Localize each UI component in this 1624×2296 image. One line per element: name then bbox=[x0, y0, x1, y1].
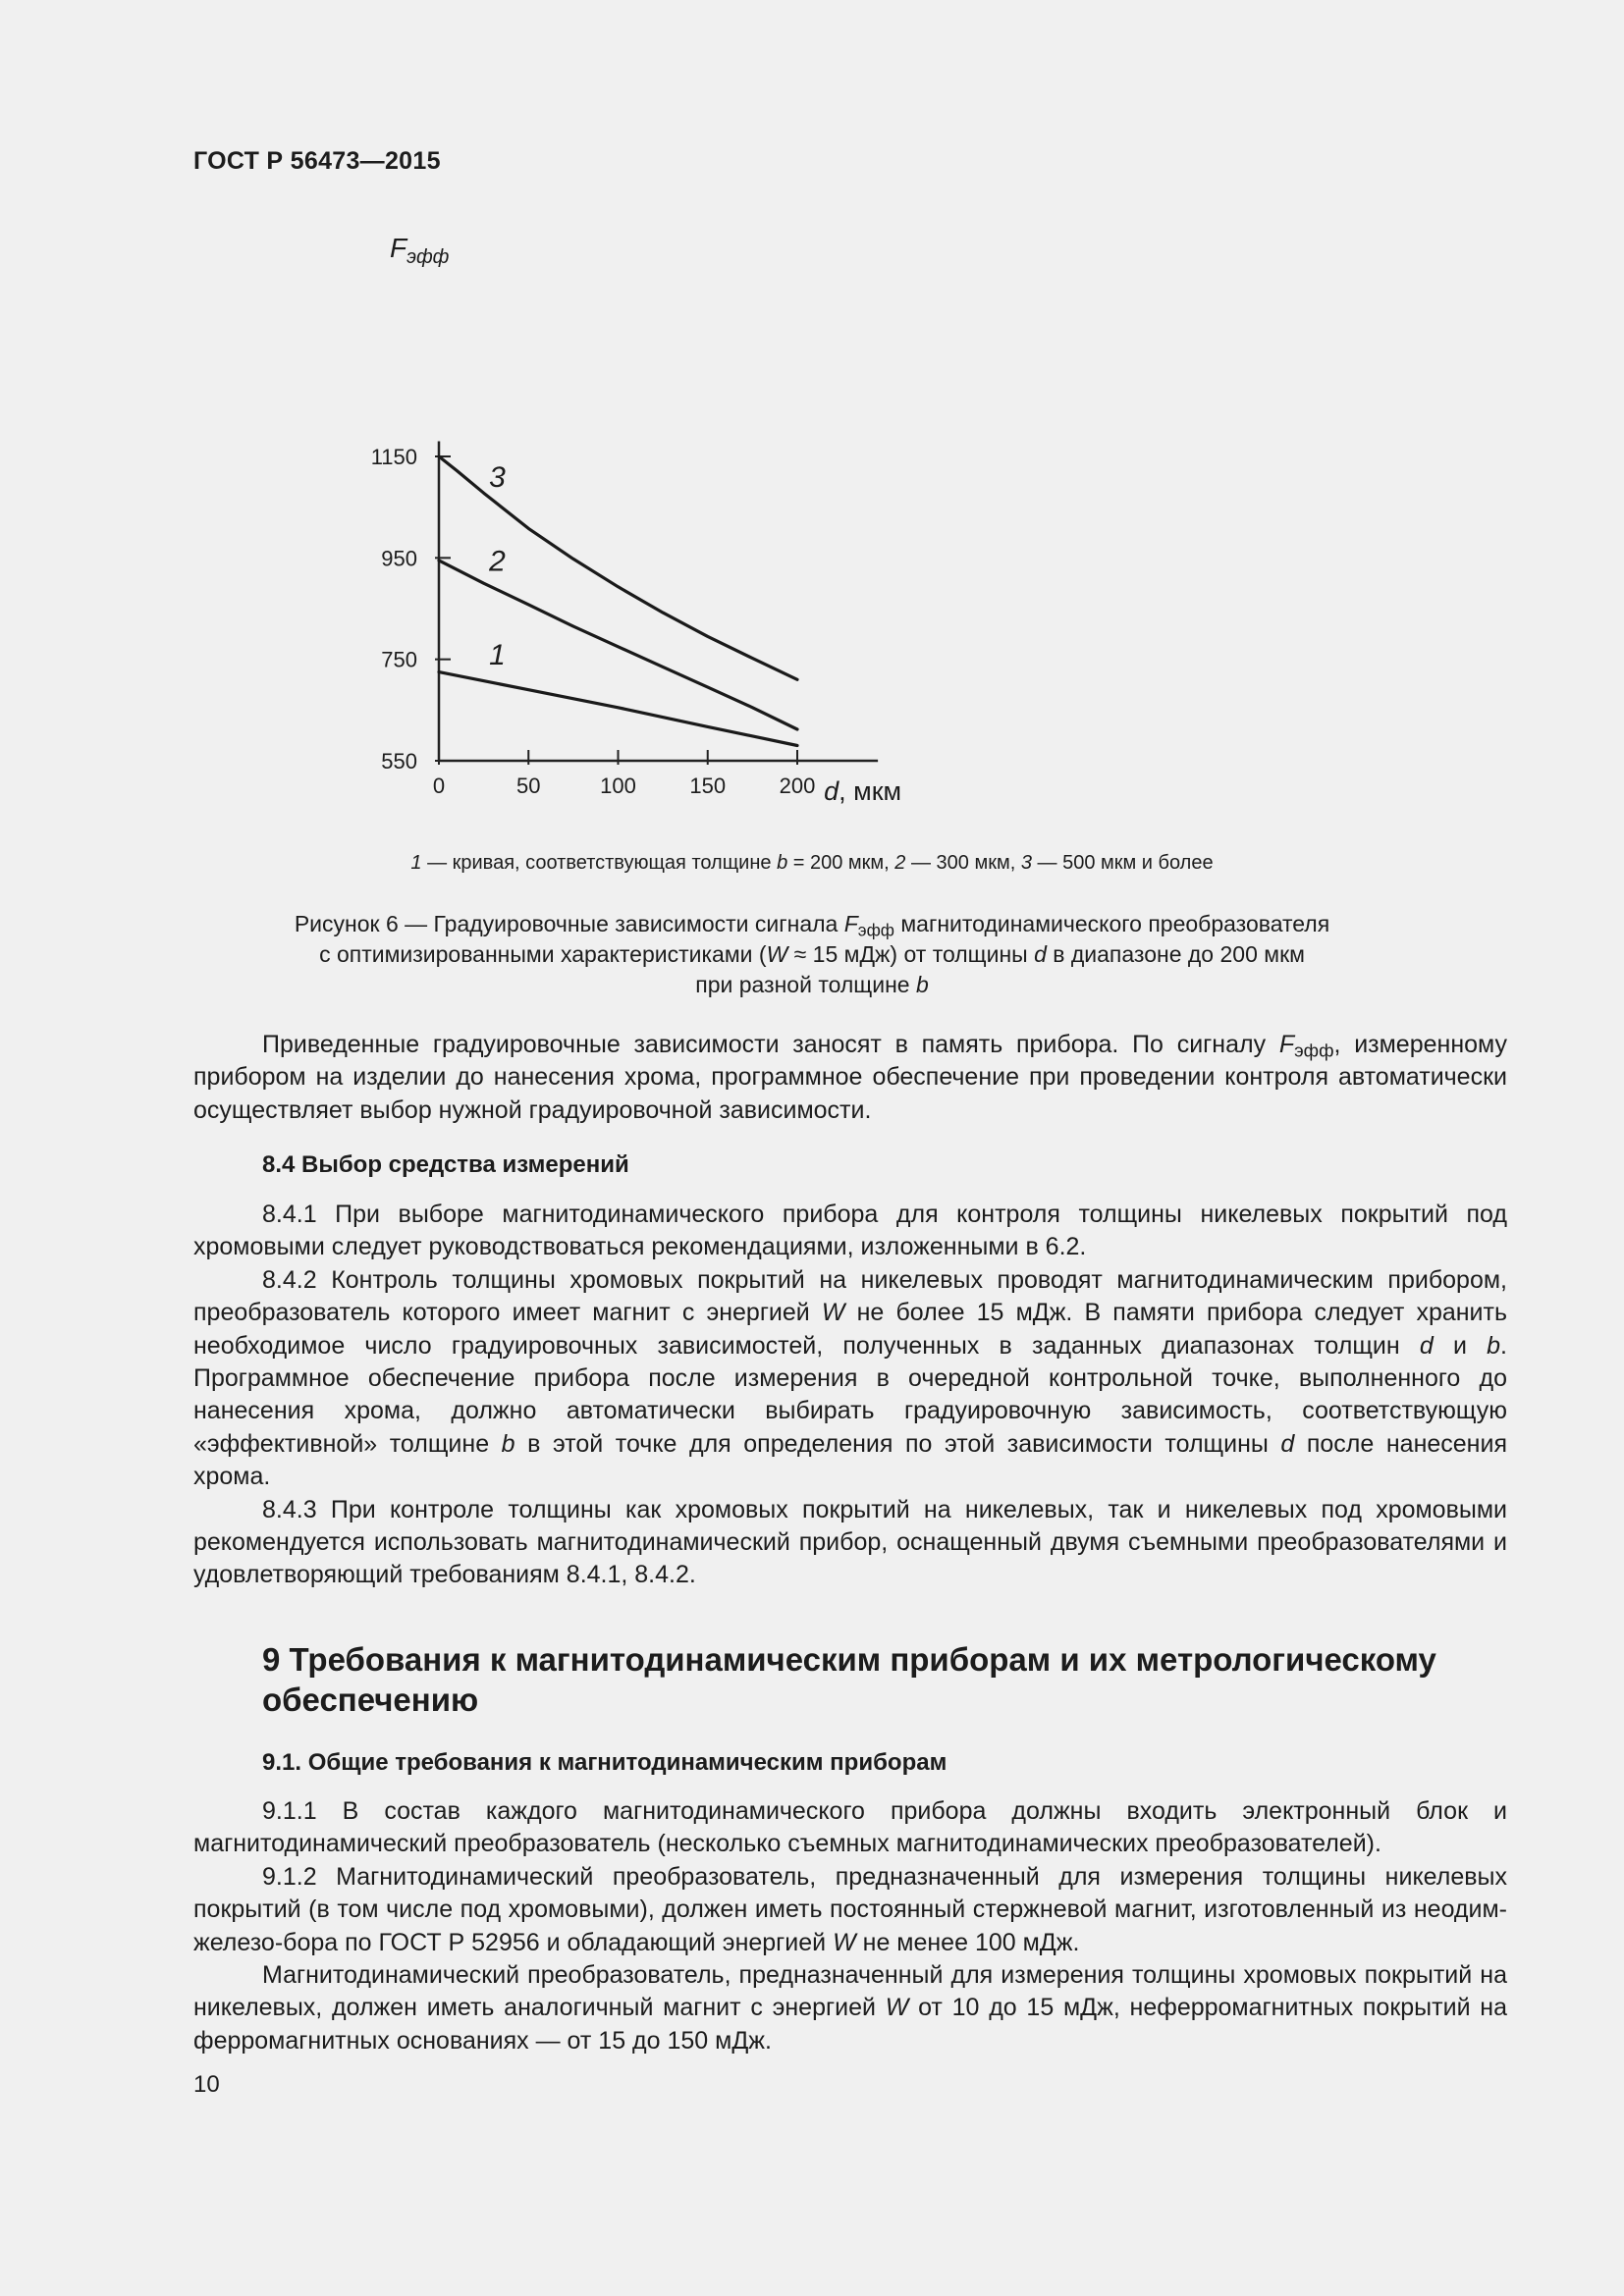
caption-line-2: с оптимизированными характеристиками (W ≈ 15 мДж) от толщины d в диапазоне до 200 мкм bbox=[319, 941, 1305, 967]
figure-caption bbox=[0, 909, 1624, 1000]
page-number: 10 bbox=[193, 2071, 220, 2098]
paragraph-8-4-1: 8.4.1 При выборе магнитодинамического прибора для контроля толщины никелевых покрытий под хромовыми следует руководствоваться рекомендациями, изложенными в 6.2. bbox=[193, 1201, 1507, 1261]
chart-labels bbox=[371, 233, 901, 806]
series-label-1: 1 bbox=[489, 638, 506, 671]
intro-paragraph: Приведенные градуировочные зависимости заносят в память прибора. По сигналу $F_{эфф}$, измеренному прибором на изделии до нанесения хрома, программное обеспечение при проведении контроля автоматически осуществляет выбор нужной градуировочной зависимости. bbox=[193, 1031, 1508, 1124]
x-tick-label: 50 bbox=[516, 774, 541, 798]
section-8-4-heading: 8.4 Выбор средства измерений bbox=[262, 1151, 629, 1178]
caption-line-3: при разной толщине b bbox=[695, 972, 929, 997]
y-tick-label: 950 bbox=[381, 546, 417, 571]
caption-line-1: Рисунок 6 — Градуировочные зависимости сигнала $F_{эфф}$ магнитодинамического преобразователя bbox=[294, 911, 1330, 940]
series-label-3: 3 bbox=[489, 461, 506, 494]
series-line-1 bbox=[439, 672, 797, 746]
paragraph-9-1-2: 9.1.2 Магнитодинамический преобразователь, предназначенный для измерения толщины никелевых покрытий (в том числе под хромовыми), должен иметь постоянный стержневой магнит, изготовленный из неодим-железо-бора по ГОСТ Р 52956 и обладающий энергией W не менее 100 мДж. bbox=[193, 1862, 1507, 1956]
calibration-chart bbox=[334, 226, 1365, 834]
x-tick-label: 0 bbox=[432, 774, 446, 798]
chart-series bbox=[439, 456, 797, 746]
x-tick-label: 100 bbox=[600, 774, 636, 798]
x-tick-label: 200 bbox=[779, 774, 816, 798]
section-8-4-body bbox=[193, 1199, 1507, 1592]
paragraph-9-1-1: 9.1.1 В состав каждого магнитодинамического прибора должны входить электронный блок и магнитодинамический преобразователь (несколько съемных магнитодинамических преобразователей). bbox=[193, 1797, 1507, 1858]
document-code: ГОСТ Р 56473—2015 bbox=[193, 147, 441, 175]
chart-ticks bbox=[435, 456, 797, 765]
series-label-2: 2 bbox=[489, 545, 506, 578]
paragraph-8-4-3: 8.4.3 При контроле толщины как хромовых покрытий на никелевых, так и никелевых под хромовыми рекомендуется использовать магнитодинамический прибор, оснащенный двумя съемными преобразователями и удовлетворяющий требованиям 8.4.1, 8.4.2. bbox=[193, 1495, 1507, 1589]
y-axis-label: $F_{эфф}$ bbox=[390, 233, 450, 268]
section-9-1-heading: 9.1. Общие требования к магнитодинамическим приборам bbox=[262, 1749, 947, 1776]
y-tick-label: 1150 bbox=[370, 445, 417, 469]
figure-legend: 1 — кривая, соответствующая толщине b = 200 мкм, 2 — 300 мкм, 3 — 500 мкм и более bbox=[410, 852, 1214, 874]
paragraph-8-4-2: 8.4.2 Контроль толщины хромовых покрытий на никелевых проводят магнитодинамическим прибором, преобразователь которого имеет магнит с энергией W не более 15 мДж. В памяти прибора следует хранить необходимое число градуировочных зависимостей, полученных в заданных диапазонах толщин d и b. Программное обеспечение прибора после измерения в очередной контрольной точке, выполненного до нанесения хрома, должно автоматически выбирать градуировочную зависимость, соответствующую «эффективной» толщине b в этой точке для определения по этой зависимости толщины d после нанесения хрома. bbox=[193, 1265, 1507, 1491]
x-tick-label: 150 bbox=[689, 774, 727, 798]
y-tick-label: 550 bbox=[381, 749, 417, 774]
y-tick-label: 750 bbox=[381, 647, 417, 672]
paragraph-9-1-2-cont: Магнитодинамический преобразователь, предназначенный для измерения толщины хромовых покрытий на никелевых, должен иметь аналогичный магнит с энергией W от 10 до 15 мДж, неферромагнитных покрытий на ферромагнитных основаниях — от 15 до 150 мДж. bbox=[193, 1961, 1507, 2055]
section-9-heading: 9 Требования к магнитодинамическим приборам и их метрологическому обеспечению bbox=[262, 1641, 1436, 1718]
intro-paragraph-block bbox=[193, 1029, 1507, 1127]
section-9-1-body bbox=[193, 1795, 1507, 2057]
x-axis-label: d, мкм bbox=[824, 776, 902, 806]
